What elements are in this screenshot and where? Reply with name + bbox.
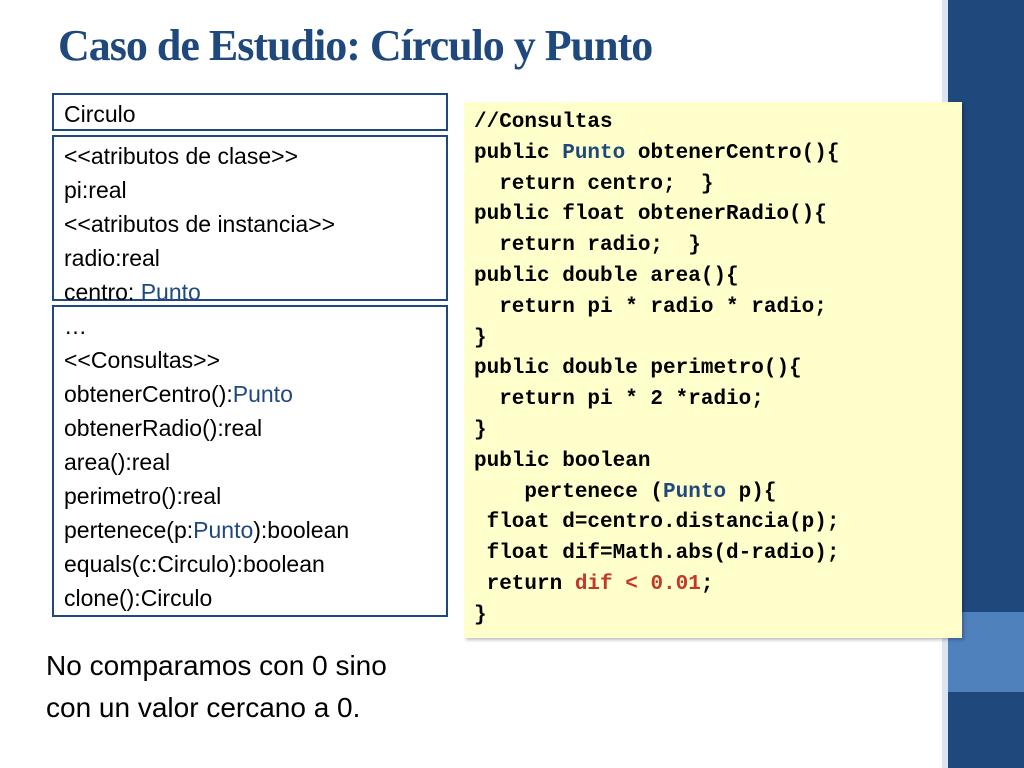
code-line: return centro; } (474, 172, 714, 196)
code-text: pertenece ( (474, 480, 664, 504)
note-text (46, 645, 446, 729)
uml-method-text: ):boolean (253, 517, 350, 543)
uml-attr-line: <<atributos de instancia>> (64, 211, 336, 237)
uml-method-text: obtenerCentro(): (64, 381, 233, 407)
uml-class-name-text: Circulo (64, 101, 136, 127)
uml-methods-section (52, 305, 448, 617)
uml-method-line: obtenerRadio():real (64, 415, 263, 441)
code-line (474, 478, 962, 509)
code-line: //Consultas (474, 111, 613, 134)
uml-attr-line: radio:real (64, 245, 160, 271)
code-line: } (474, 326, 487, 350)
slide-title: Caso de Estudio: Círculo y Punto (58, 21, 653, 70)
code-line: return pi * 2 *radio; (474, 388, 764, 412)
code-line: return radio; } (474, 234, 701, 258)
code-text: ; (700, 572, 714, 596)
uml-class-name (52, 93, 448, 131)
code-line: return pi * radio * radio; (474, 295, 827, 319)
uml-method-text: pertenece(p: (64, 517, 194, 543)
code-line: } (474, 418, 487, 442)
uml-method-line (64, 377, 436, 411)
uml-type-punto: Punto (140, 279, 201, 305)
code-text: p){ (726, 480, 777, 504)
uml-attr-line: pi:real (64, 177, 127, 203)
uml-attr-line: <<atributos de clase>> (64, 143, 298, 169)
code-text: public (474, 141, 563, 165)
code-line: float d=centro.distancia(p); (474, 511, 840, 535)
uml-type-punto: Punto (232, 381, 293, 407)
code-line: public double perimetro(){ (474, 357, 802, 381)
uml-method-line: equals(c:Circulo):boolean (64, 551, 325, 577)
code-type-punto: Punto (562, 141, 626, 165)
uml-method-line (64, 513, 436, 547)
uml-attr-line (64, 275, 436, 309)
uml-method-line: … (64, 313, 87, 339)
code-line: public float obtenerRadio(){ (474, 203, 827, 227)
uml-type-punto: Punto (193, 517, 254, 543)
note-line: No comparamos con 0 sino (46, 650, 387, 681)
code-text: obtenerCentro(){ (625, 141, 840, 165)
uml-attr-text: centro: (64, 279, 141, 305)
code-line: public boolean (474, 449, 651, 473)
code-line (474, 139, 962, 170)
code-block (464, 102, 962, 638)
note-line: con un valor cercano a 0. (46, 692, 361, 723)
code-line: public double area(){ (474, 264, 739, 288)
code-line: } (474, 603, 487, 627)
code-text: return (474, 572, 575, 596)
code-highlight-comparison: dif < 0.01 (574, 572, 701, 596)
uml-attributes-section (52, 135, 448, 305)
code-type-punto: Punto (663, 480, 727, 504)
uml-method-line: <<Consultas>> (64, 347, 221, 373)
uml-method-line: perimetro():real (64, 483, 222, 509)
uml-class-diagram (52, 93, 448, 617)
code-line (474, 570, 962, 601)
uml-method-line: area():real (64, 449, 171, 475)
uml-method-line: clone():Circulo (64, 585, 213, 611)
code-line: float dif=Math.abs(d-radio); (474, 542, 840, 566)
